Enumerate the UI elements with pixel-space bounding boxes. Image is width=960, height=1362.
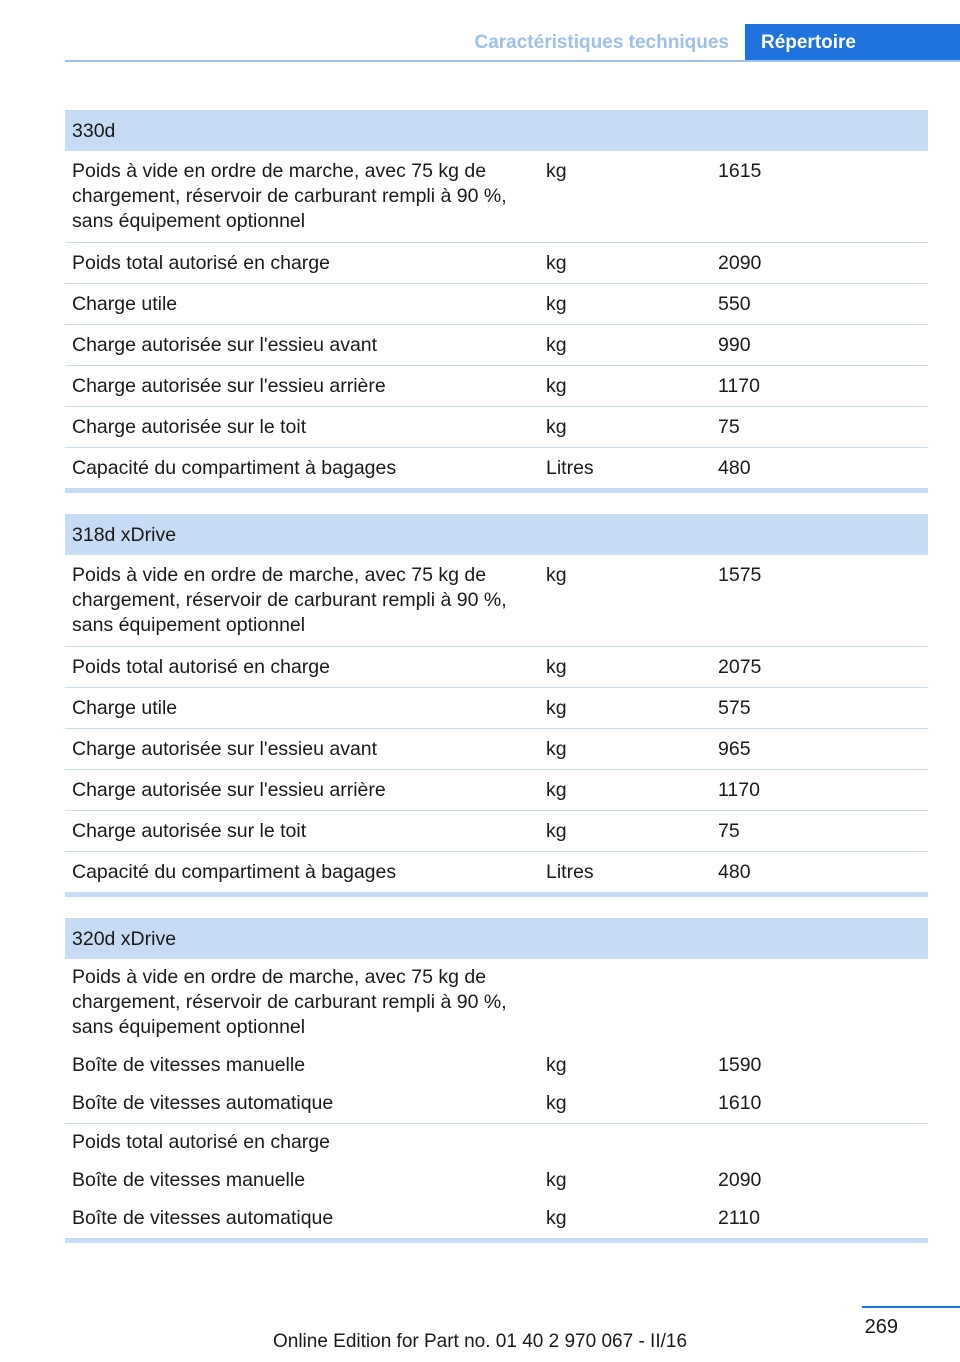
table-row (65, 688, 928, 729)
table-row (65, 1162, 928, 1200)
table-row (65, 811, 928, 852)
table-row (65, 284, 928, 325)
table-row (65, 243, 928, 284)
row-unit: Litres (539, 448, 711, 491)
row-value: 1610 (711, 1085, 928, 1124)
row-value: 1590 (718, 1054, 762, 1076)
row-value: 75 (711, 407, 928, 448)
row-label: Charge autorisée sur l'essieu arrière (65, 366, 539, 407)
row-label: Capacité du compartiment à bagages (65, 448, 539, 491)
row-label: Poids total autorisé en charge (65, 647, 539, 688)
table-row (65, 366, 928, 407)
table-row (65, 448, 928, 491)
table-row (65, 852, 928, 895)
spec-table-318d-xdrive (65, 514, 928, 897)
row-value: 480 (711, 852, 928, 895)
page-number-rule (862, 1306, 960, 1308)
row-unit: kg (539, 688, 711, 729)
row-unit: kg (539, 811, 711, 852)
row-value: 2090 (718, 1169, 762, 1191)
row-value: 2110 (711, 1200, 928, 1241)
table-row (65, 729, 928, 770)
row-unit: kg (539, 407, 711, 448)
row-unit: kg (539, 729, 711, 770)
row-label: Boîte de vitesses manuelle (72, 1054, 306, 1076)
row-label: Poids à vide en ordre de marche, avec 75 kg de chargement, réservoir de carburant rempli à 90 %, sans équipement optionnel (65, 555, 539, 647)
row-label: Charge utile (65, 284, 539, 325)
footer-edition: Online Edition for Part no. 01 40 2 970 067 - II/16 (272, 1331, 688, 1352)
table-title: 318d xDrive (65, 514, 928, 555)
row-value: 550 (711, 284, 928, 325)
row-unit: kg (539, 151, 711, 243)
row-unit: kg (539, 325, 711, 366)
row-value: 480 (711, 448, 928, 491)
row-label: Charge autorisée sur le toit (65, 811, 539, 852)
row-unit: kg (539, 1200, 711, 1241)
spec-table-330d (65, 110, 928, 493)
table-title: 320d xDrive (65, 918, 928, 959)
row-label: Charge autorisée sur l'essieu avant (65, 729, 539, 770)
table-row (65, 407, 928, 448)
row-unit: kg (546, 1169, 567, 1191)
row-value: 75 (711, 811, 928, 852)
table-row (65, 151, 928, 243)
table-group-heading (65, 959, 928, 1047)
row-unit: kg (539, 1085, 711, 1124)
table-row (65, 647, 928, 688)
row-label: Charge autorisée sur l'essieu avant (65, 325, 539, 366)
row-label: Poids total autorisé en charge (65, 243, 539, 284)
row-value: 1170 (711, 366, 928, 407)
table-row (65, 325, 928, 366)
active-tab[interactable]: Répertoire (745, 24, 960, 62)
row-value: 2075 (711, 647, 928, 688)
row-unit: kg (539, 647, 711, 688)
table-row (65, 1200, 928, 1241)
group-label: Poids à vide en ordre de marche, avec 75 kg de chargement, réservoir de carburant rempli à 90 %, sans équipement optionnel (72, 966, 507, 1038)
row-unit: kg (546, 1054, 567, 1076)
section-tab[interactable]: Caractéristiques techniques (474, 32, 729, 53)
header-divider (65, 60, 960, 62)
table-title: 330d (65, 110, 928, 151)
row-unit: kg (539, 284, 711, 325)
row-unit: Litres (539, 852, 711, 895)
row-label: Charge utile (65, 688, 539, 729)
row-label: Charge autorisée sur l'essieu arrière (65, 770, 539, 811)
row-label: Boîte de vitesses automatique (65, 1085, 539, 1124)
row-label: Boîte de vitesses manuelle (72, 1169, 306, 1191)
row-value: 1615 (711, 151, 928, 243)
row-unit: kg (539, 555, 711, 647)
row-label: Capacité du compartiment à bagages (65, 852, 539, 895)
table-row (65, 1085, 928, 1124)
row-value: 575 (711, 688, 928, 729)
group-label: Poids total autorisé en charge (72, 1131, 330, 1153)
table-row (65, 555, 928, 647)
row-unit: kg (539, 243, 711, 284)
row-unit: kg (539, 770, 711, 811)
row-label: Poids à vide en ordre de marche, avec 75 kg de chargement, réservoir de carburant rempli à 90 %, sans équipement optionnel (65, 151, 539, 243)
row-label: Charge autorisée sur le toit (65, 407, 539, 448)
spec-table-320d-xdrive (65, 918, 928, 1243)
row-value: 1170 (711, 770, 928, 811)
row-label: Boîte de vitesses automatique (65, 1200, 539, 1241)
table-group-heading (65, 1124, 928, 1163)
row-value: 2090 (711, 243, 928, 284)
row-value: 1575 (711, 555, 928, 647)
row-unit: kg (539, 366, 711, 407)
row-value: 990 (711, 325, 928, 366)
page-number: 269 (864, 1316, 898, 1338)
page-header (65, 24, 960, 62)
row-value: 965 (711, 729, 928, 770)
table-row (65, 770, 928, 811)
table-row (65, 1047, 928, 1085)
